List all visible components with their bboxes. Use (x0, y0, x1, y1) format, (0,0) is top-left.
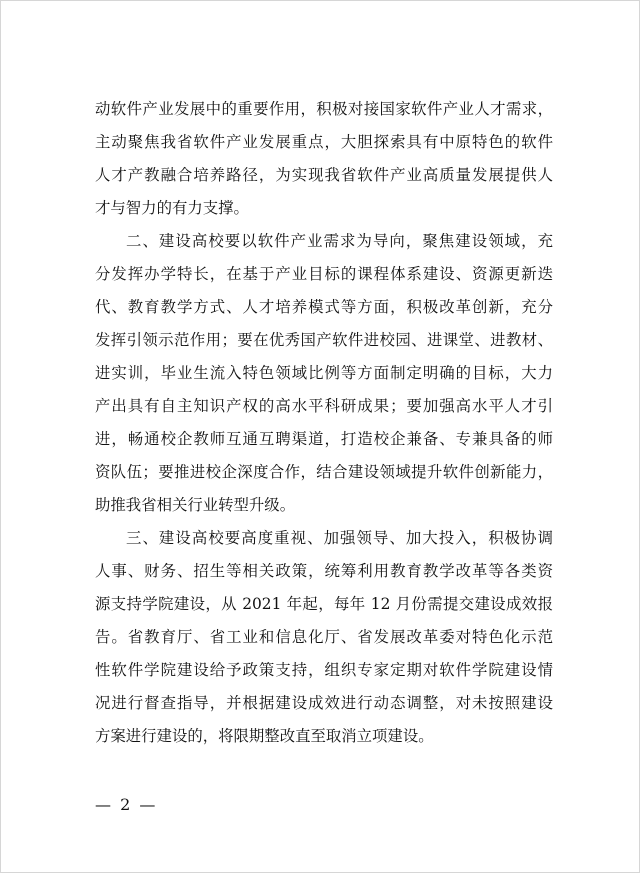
text-line: 人事、财务、招生等相关政策，统筹利用教育教学改革等各类资 (95, 562, 553, 580)
text-line: 资队伍；要推进校企深度合作，结合建设领域提升软件创新能力， (95, 463, 553, 481)
text-line: 分发挥办学特长，在基于产业目标的课程体系建设、资源更新迭 (95, 265, 553, 283)
text-line: 性软件学院建设给予政策支持，组织专家定期对软件学院建设情 (95, 661, 553, 679)
text-line: 进，畅通校企教师互通互聘渠道，打造校企兼备、专兼具备的师 (95, 430, 553, 448)
paragraph-2-first-line: 二、建设高校要以软件产业需求为导向，聚焦建设领域，充 (126, 232, 553, 250)
text-line: 才与智力的有力支撑。 (95, 199, 249, 217)
text-line: 进实训，毕业生流入特色领域比例等方面制定明确的目标，大力 (95, 364, 553, 382)
paragraph-3-first-line: 三、建设高校要高度重视、加强领导、加大投入，积极协调 (126, 529, 553, 547)
text-line: 告。省教育厅、省工业和信息化厅、省发展改革委对特色化示范 (95, 628, 553, 646)
document-body (95, 93, 553, 753)
text-line: 主动聚焦我省软件产业发展重点，大胆探索具有中原特色的软件 (95, 133, 553, 151)
text-line: 人才产教融合培养路径，为实现我省软件产业高质量发展提供人 (95, 166, 553, 184)
text-line: 助推我省相关行业转型升级。 (95, 496, 296, 514)
text-line: 代、教育教学方式、人才培养模式等方面，积极改革创新，充分 (95, 298, 553, 316)
text-line: 况进行督查指导，并根据建设成效进行动态调整，对未按照建设 (95, 694, 553, 712)
text-line: 方案进行建设的，将限期整改直至取消立项建设。 (95, 727, 434, 745)
text-line: 产出具有自主知识产权的高水平科研成果；要加强高水平人才引 (95, 397, 553, 415)
text-line: 动软件产业发展中的重要作用，积极对接国家软件产业人才需求， (95, 100, 553, 118)
page-number: — 2 — (95, 795, 158, 814)
text-line: 源支持学院建设，从 2021 年起，每年 12 月份需提交建设成效报 (95, 595, 553, 613)
text-line: 发挥引领示范作用；要在优秀国产软件进校园、进课堂、进教材、 (95, 331, 553, 349)
